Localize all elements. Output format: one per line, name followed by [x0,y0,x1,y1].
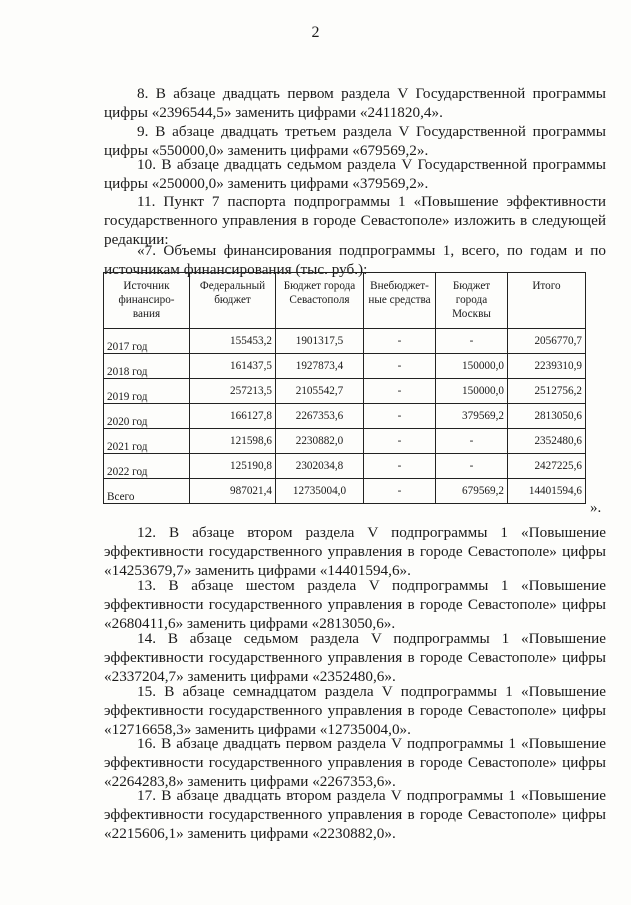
paragraph-text: 8. В абзаце двадцать первом раздела V Государственной программы цифры «2396544,5» заменить цифрами «2411820,4». [104,85,606,121]
cell-federal: 155453,2 [190,329,276,354]
paragraph-text: 11. Пункт 7 паспорта подпрограммы 1 «Повышение эффективности государственного управления в городе Севастополе» изложить в следующей редакции: [104,193,606,248]
cell-total: 2352480,6 [508,429,586,454]
paragraph-text: 9. В абзаце двадцать третьем раздела V Государственной программы цифры «550000,0» заменить цифрами «679569,2». [104,123,606,159]
paragraph-text: «7. Объемы финансирования подпрограммы 1, всего, по годам и по источникам финансирования (тыс. руб.): [104,242,606,278]
cell-federal: 161437,5 [190,354,276,379]
page-number: 2 [311,24,320,41]
row-label: 2017 год [104,329,190,354]
cell-total: 2427225,6 [508,454,586,479]
header-total: Итого [508,273,586,329]
header-moscow: Бюджет города Москвы [436,273,508,329]
header-extrabudget: Внебюджет-ные средства [364,273,436,329]
cell-moscow: - [436,454,508,479]
cell-extrabudget: - [364,479,436,504]
paragraph-12 [104,523,606,580]
cell-extrabudget: - [364,379,436,404]
cell-extrabudget: - [364,354,436,379]
cell-sevastopol: 2105542,7 [276,379,364,404]
cell-federal: 166127,8 [190,404,276,429]
table-row [104,379,586,404]
row-label: 2022 год [104,454,190,479]
cell-sevastopol: 1901317,5 [276,329,364,354]
cell-total: 14401594,6 [508,479,586,504]
cell-total: 2239310,9 [508,354,586,379]
cell-federal: 121598,6 [190,429,276,454]
paragraph-text: 12. В абзаце втором раздела V подпрограммы 1 «Повышение эффективности государственного управления в городе Севастополе» цифры «14253679,7» заменить цифрами «14401594,6». [104,524,606,579]
table-row [104,354,586,379]
paragraph-text: 10. В абзаце двадцать седьмом раздела V Государственной программы цифры «250000,0» заменить цифрами «379569,2». [104,156,606,192]
row-label: 2019 год [104,379,190,404]
paragraph-15 [104,682,606,739]
row-label: Всего [104,479,190,504]
cell-total: 2813050,6 [508,404,586,429]
paragraph-text: 14. В абзаце седьмом раздела V подпрограммы 1 «Повышение эффективности государственного управления в городе Севастополе» цифры «2337204,7» заменить цифрами «2352480,6». [104,630,606,685]
row-label: 2021 год [104,429,190,454]
table-row [104,404,586,429]
cell-total: 2512756,2 [508,379,586,404]
cell-moscow: 150000,0 [436,379,508,404]
cell-sevastopol: 12735004,0 [276,479,364,504]
table-row [104,454,586,479]
cell-extrabudget: - [364,429,436,454]
cell-federal: 257213,5 [190,379,276,404]
paragraph-text: 17. В абзаце двадцать втором раздела V подпрограммы 1 «Повышение эффективности государственного управления в городе Севастополе» цифры «2215606,1» заменить цифрами «2230882,0». [104,787,606,842]
paragraph-17 [104,786,606,843]
header-source: Источник финансиро-вания [104,273,190,329]
financing-table [103,272,586,504]
cell-federal: 987021,4 [190,479,276,504]
row-label: 2018 год [104,354,190,379]
table-closing-quote: ». [590,500,602,516]
paragraph-text: 15. В абзаце семнадцатом раздела V подпрограммы 1 «Повышение эффективности государственного управления в городе Севастополе» цифры «12716658,3» заменить цифрами «12735004,0». [104,683,606,738]
table-row-total [104,479,586,504]
cell-sevastopol: 2267353,6 [276,404,364,429]
header-federal: Федеральный бюджет [190,273,276,329]
cell-sevastopol: 2230882,0 [276,429,364,454]
paragraph-text: 13. В абзаце шестом раздела V подпрограммы 1 «Повышение эффективности государственного управления в городе Севастополе» цифры «2680411,6» заменить цифрами «2813050,6». [104,577,606,632]
cell-extrabudget: - [364,329,436,354]
cell-extrabudget: - [364,454,436,479]
table-header-row [104,273,586,329]
cell-extrabudget: - [364,404,436,429]
cell-moscow: - [436,329,508,354]
paragraph-13 [104,576,606,633]
paragraph-14 [104,629,606,686]
paragraph-16 [104,734,606,791]
cell-sevastopol: 1927873,4 [276,354,364,379]
cell-moscow: 379569,2 [436,404,508,429]
table-row [104,429,586,454]
paragraph-text: 16. В абзаце двадцать первом раздела V подпрограммы 1 «Повышение эффективности государственного управления в городе Севастополе» цифры «2264283,8» заменить цифрами «2267353,6». [104,735,606,790]
table-row [104,329,586,354]
cell-moscow: 679569,2 [436,479,508,504]
paragraph-8 [104,84,606,122]
cell-sevastopol: 2302034,8 [276,454,364,479]
cell-moscow: - [436,429,508,454]
header-sevastopol: Бюджет города Севастополя [276,273,364,329]
paragraph-10 [104,155,606,193]
cell-moscow: 150000,0 [436,354,508,379]
row-label: 2020 год [104,404,190,429]
cell-total: 2056770,7 [508,329,586,354]
cell-federal: 125190,8 [190,454,276,479]
